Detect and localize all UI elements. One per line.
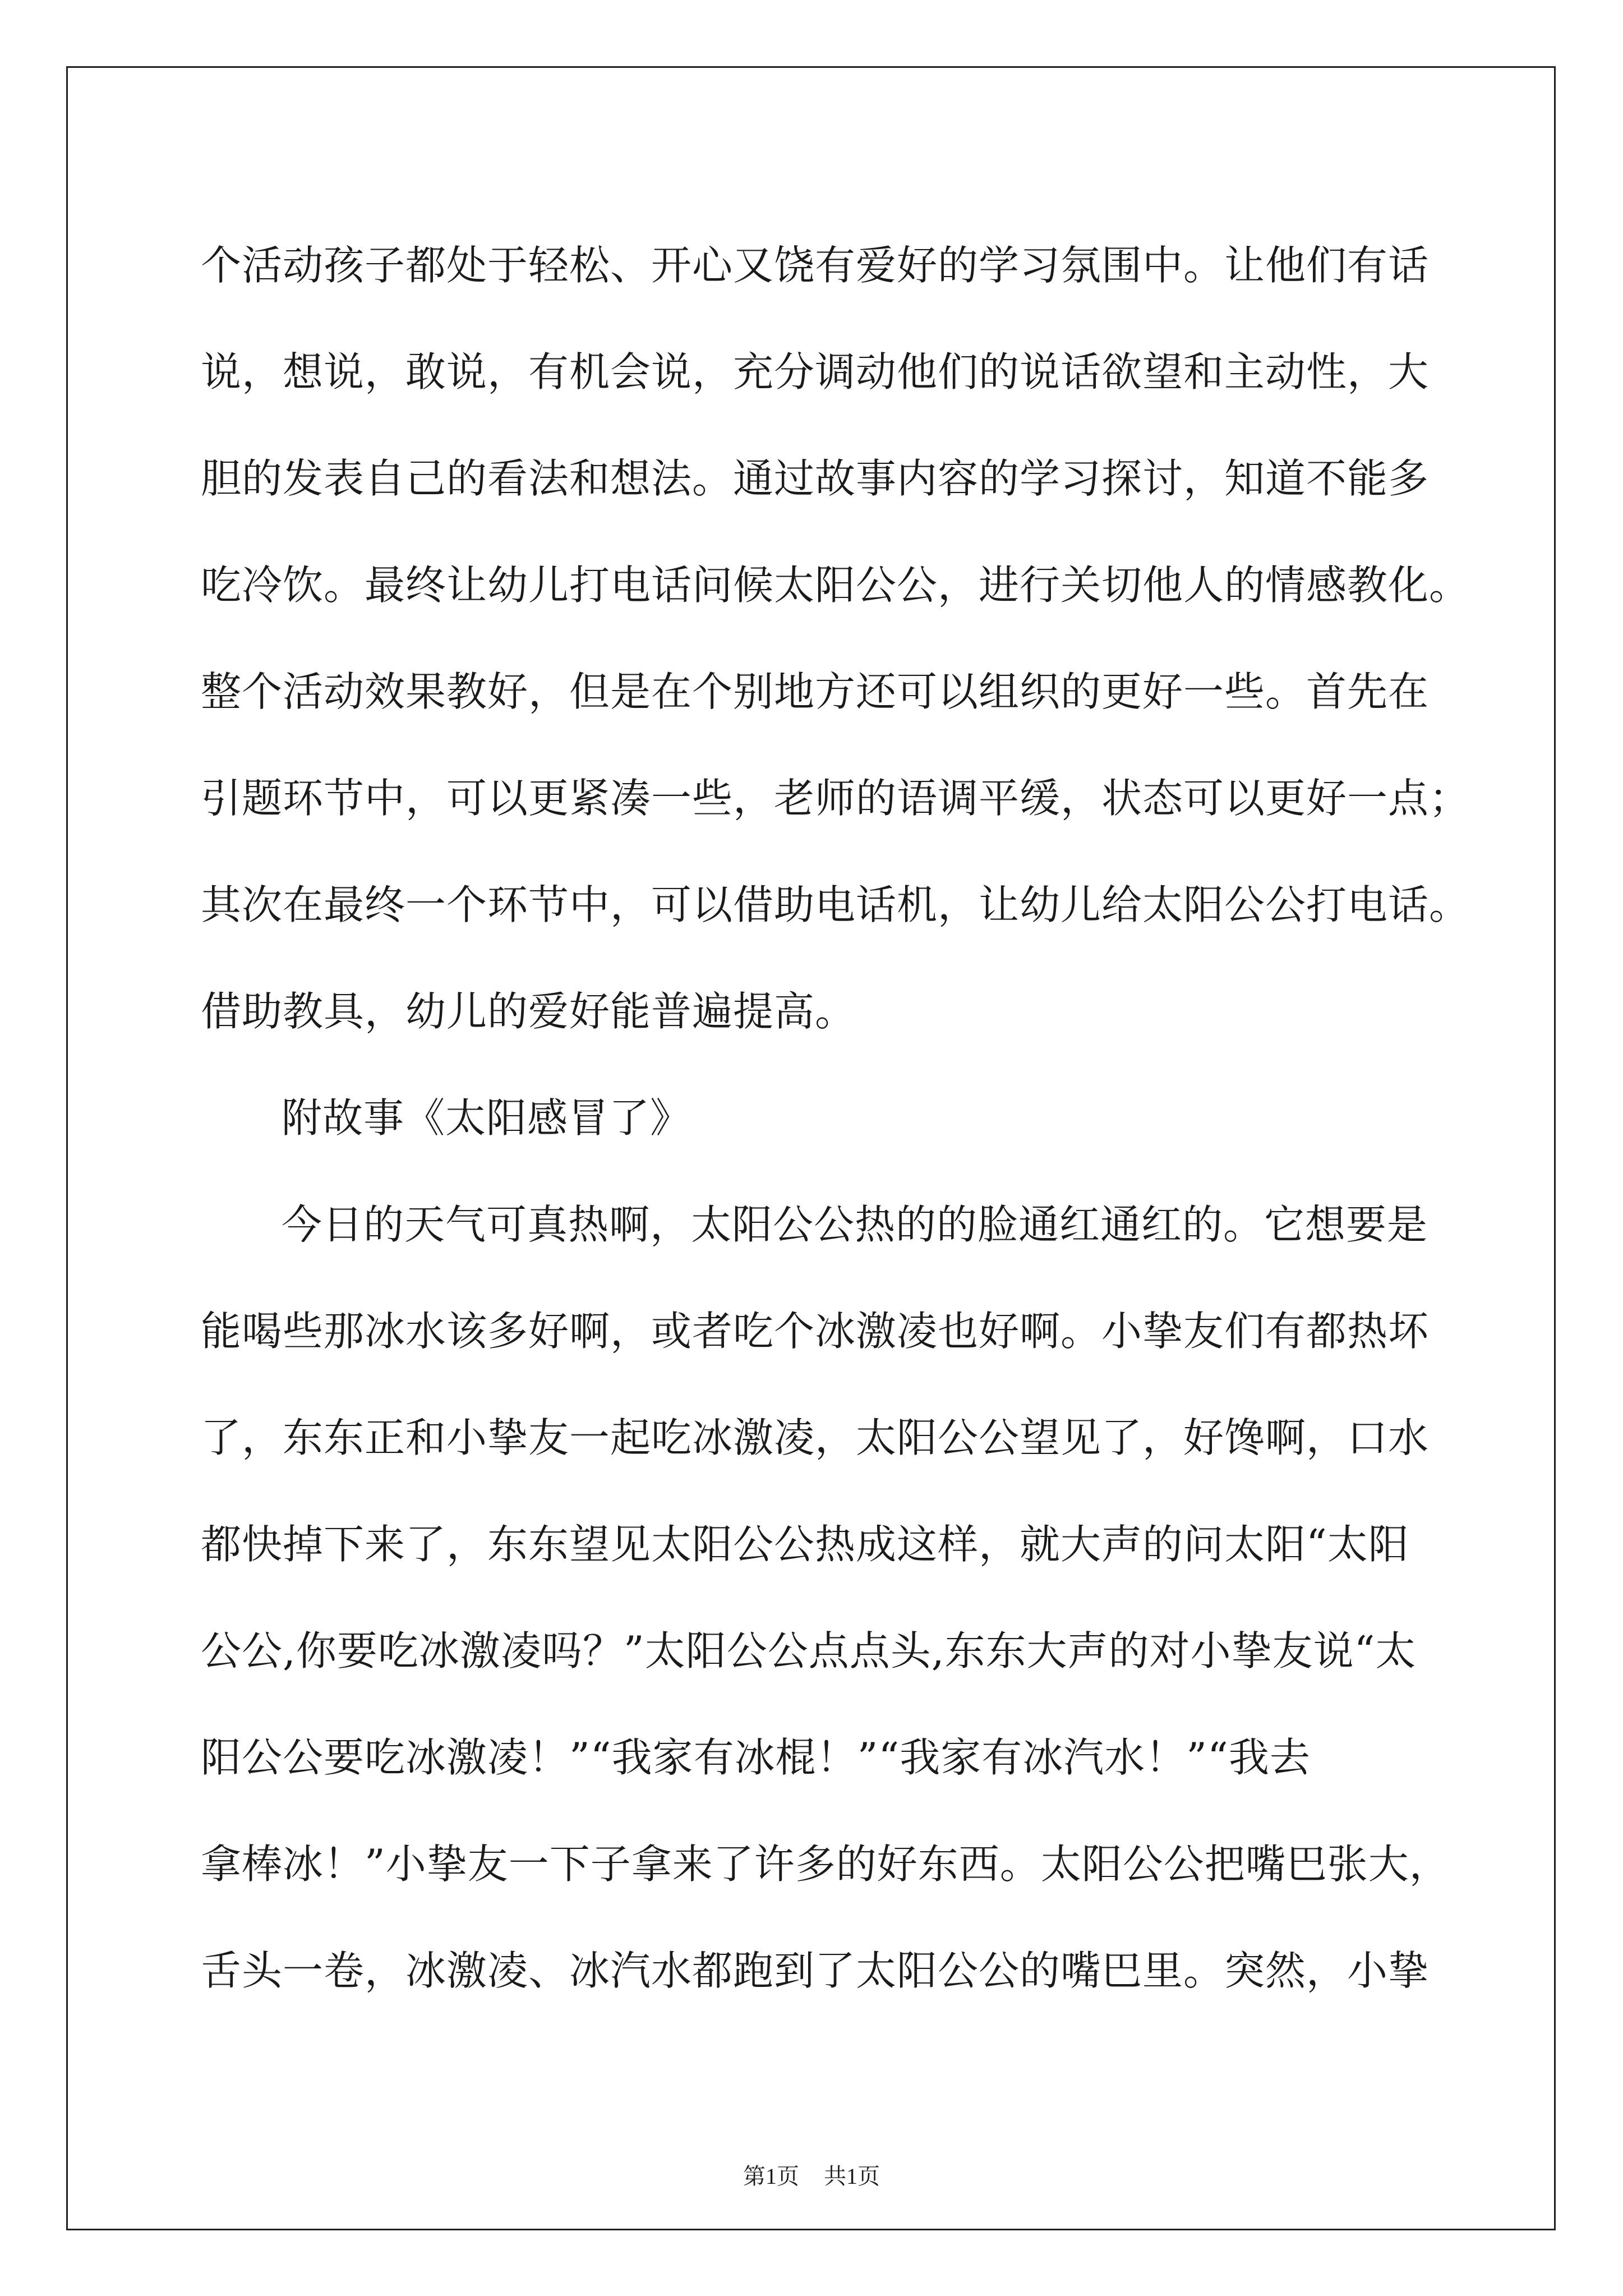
text-line: 能喝些那冰水该多好啊，或者吃个冰激凌也好啊。小挚友们有都热坏	[201, 1308, 1430, 1355]
text-line: 引题环节中，可以更紧凑一些，老师的语调平缓，状态可以更好一点；	[201, 775, 1470, 822]
text-line: 个活动孩子都处于轻松、开心又饶有爱好的学习氛围中。让他们有话	[201, 242, 1430, 289]
document-body	[201, 212, 1470, 2024]
text-line: 借助教具，幼儿的爱好能普遍提高。	[201, 988, 856, 1035]
story-heading: 附故事《太阳感冒了》	[282, 1094, 691, 1142]
text-line: 整个活动效果教好，但是在个别地方还可以组织的更好一些。首先在	[201, 668, 1430, 715]
text-line: 拿棒冰！”小挚友一下子拿来了许多的好东西。太阳公公把嘴巴张大，	[201, 1841, 1450, 1888]
text-line: 胆的发表自己的看法和想法。通过故事内容的学习探讨，知道不能多	[201, 455, 1430, 502]
page-total: 共1页	[824, 2164, 880, 2189]
text-line: 了，东东正和小挚友一起吃冰激凌，太阳公公望见了，好馋啊，口水	[201, 1414, 1430, 1461]
text-line: 吃冷饮。最终让幼儿打电话问候太阳公公，进行关切他人的情感教化。	[201, 562, 1470, 609]
text-line: 说，想说，敢说，有机会说，充分调动他们的说话欲望和主动性，大	[201, 348, 1430, 395]
page-number: 第1页	[743, 2164, 799, 2189]
text-line: 其次在最终一个环节中，可以借助电话机，让幼儿给太阳公公打电话。	[201, 881, 1470, 928]
text-line: 舌头一卷，冰激凌、冰汽水都跑到了太阳公公的嘴巴里。突然，小挚	[201, 1947, 1430, 1994]
text-line: 都快掉下来了，东东望见太阳公公热成这样，就大声的问太阳“太阳	[201, 1521, 1409, 1568]
text-line: 今日的天气可真热啊，太阳公公热的的脸通红通红的。它想要是	[282, 1201, 1428, 1248]
page-footer	[0, 2159, 1623, 2191]
text-line: 公公,你要吃冰激凌吗？”太阳公公点点头,东东大声的对小挚友说“太	[201, 1627, 1417, 1674]
text-line: 阳公公要吃冰激凌！”“我家有冰棍！”“我家有冰汽水！”“我去	[201, 1734, 1311, 1781]
